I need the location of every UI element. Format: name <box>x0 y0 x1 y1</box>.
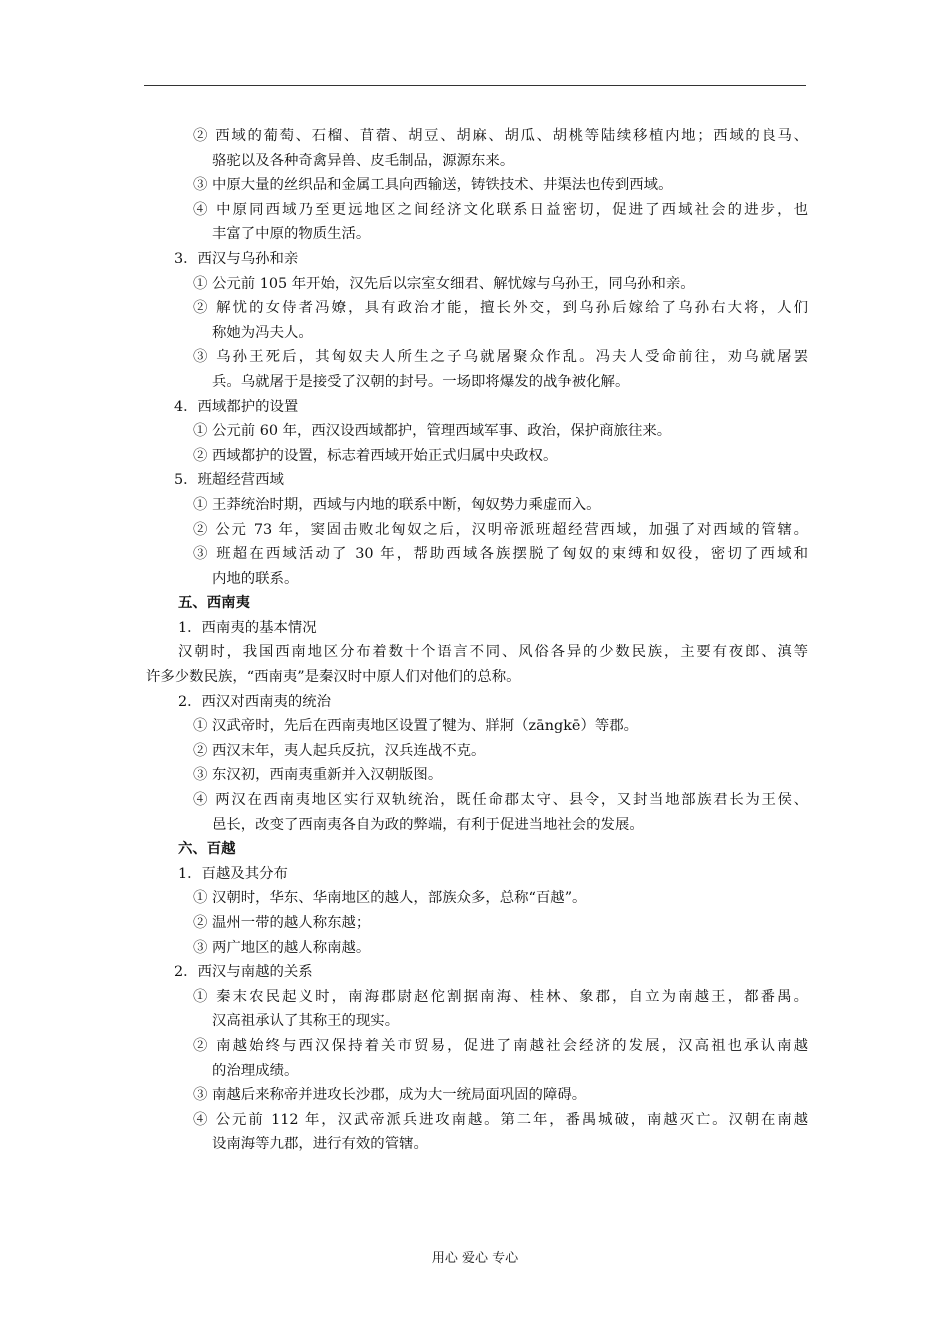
section-subheading: 1．西南夷的基本情况 <box>178 619 317 636</box>
section-heading: 六、百越 <box>178 840 236 858</box>
list-item: ④ 公元前 112 年，汉武帝派兵进攻南越。第二年，番禺城破，南越灭亡。汉朝在南越 <box>193 1111 808 1128</box>
document-body <box>146 124 808 1157</box>
list-item: ④ 中原同西域乃至更远地区之间经济文化联系日益密切，促进了西域社会的进步，也 <box>193 201 808 218</box>
section-subheading: 2．西汉与南越的关系 <box>174 964 313 981</box>
list-item-continuation: 骆驼以及各种奇禽异兽、皮毛制品，源源东来。 <box>212 152 515 169</box>
list-item: ③ 乌孙王死后，其匈奴夫人所生之子乌就屠聚众作乱。冯夫人受命前往，劝乌就屠罢 <box>193 349 808 366</box>
list-item: ② 公元 73 年，窦固击败北匈奴之后，汉明帝派班超经营西域，加强了对西域的管辖。 <box>193 521 808 538</box>
list-item: ② 西域都护的设置，标志着西域开始正式归属中央政权。 <box>193 447 558 464</box>
list-item-continuation: 设南海等九郡，进行有效的管辖。 <box>212 1136 428 1153</box>
list-item: ③ 中原大量的丝织品和金属工具向西输送，铸铁技术、井渠法也传到西域。 <box>193 177 673 194</box>
list-item-continuation: 丰富了中原的物质生活。 <box>212 226 371 243</box>
list-item: ① 汉朝时，华东、华南地区的越人，部族众多，总称“百越”。 <box>193 890 587 907</box>
list-item: ④ 两汉在西南夷地区实行双轨统治，既任命郡太守、县令，又封当地部族君长为王侯、 <box>193 792 808 809</box>
paragraph-line: 汉朝时，我国西南地区分布着数十个语言不同、风俗各异的少数民族，主要有夜郎、滇等 <box>178 644 808 661</box>
list-item-continuation: 称她为冯夫人。 <box>212 324 313 341</box>
list-item: ③ 两广地区的越人称南越。 <box>193 939 371 956</box>
section-subheading: 1．百越及其分布 <box>178 865 288 882</box>
list-item: ③ 班超在西域活动了 30 年，帮助西域各族摆脱了匈奴的束缚和奴役，密切了西域和 <box>193 546 808 563</box>
page-footer: 用心 爱心 专心 <box>431 1251 519 1266</box>
list-item: ② 解忧的女侍者冯嫽，具有政治才能，擅长外交，到乌孙后嫁给了乌孙右大将，人们 <box>193 300 808 317</box>
list-item-continuation: 内地的联系。 <box>212 570 299 587</box>
list-item: ② 西汉末年，夷人起兵反抗，汉兵连战不克。 <box>193 742 486 759</box>
list-item: ③ 东汉初，西南夷重新并入汉朝版图。 <box>193 767 443 784</box>
section-subheading: 3．西汉与乌孙和亲 <box>174 250 299 267</box>
list-item: ② 温州一带的越人称东越； <box>193 915 371 931</box>
list-item: ② 南越始终与西汉保持着关市贸易，促进了南越社会经济的发展，汉高祖也承认南越 <box>193 1037 808 1054</box>
section-subheading: 5．班超经营西域 <box>174 472 284 489</box>
list-item-continuation: 汉高祖承认了其称王的现实。 <box>212 1013 400 1030</box>
list-item: ② 西域的葡萄、石榴、苜蓿、胡豆、胡麻、胡瓜、胡桃等陆续移植内地；西域的良马、 <box>193 128 808 144</box>
section-subheading: 4．西域都护的设置 <box>174 398 299 415</box>
list-item-continuation: 的治理成绩。 <box>212 1062 299 1079</box>
list-item: ① 秦末农民起义时，南海郡尉赵佗割据南海、桂林、象郡，自立为南越王，都番禺。 <box>193 988 808 1005</box>
list-item-continuation: 兵。乌就屠于是接受了汉朝的封号。一场即将爆发的战争被化解。 <box>212 373 630 390</box>
header-rule <box>144 85 806 86</box>
paragraph-line: 许多少数民族，“西南夷”是秦汉时中原人们对他们的总称。 <box>146 669 521 686</box>
list-item: ① 汉武帝时，先后在西南夷地区设置了犍为、牂牁（zāngkē）等郡。 <box>193 718 639 735</box>
list-item: ③ 南越后来称帝并进攻长沙郡，成为大一统局面巩固的障碍。 <box>193 1087 587 1104</box>
section-heading: 五、西南夷 <box>178 594 250 612</box>
list-item: ① 王莽统治时期，西域与内地的联系中断，匈奴势力乘虚而入。 <box>193 496 601 513</box>
list-item: ① 公元前 105 年开始，汉先后以宗室女细君、解忧嫁与乌孙王，同乌孙和亲。 <box>193 275 695 292</box>
list-item: ① 公元前 60 年，西汉设西域都护，管理西域军事、政治，保护商旅往来。 <box>193 423 672 440</box>
section-subheading: 2．西汉对西南夷的统治 <box>178 693 332 710</box>
list-item-continuation: 邑长，改变了西南夷各自为政的弊端，有利于促进当地社会的发展。 <box>212 816 644 833</box>
